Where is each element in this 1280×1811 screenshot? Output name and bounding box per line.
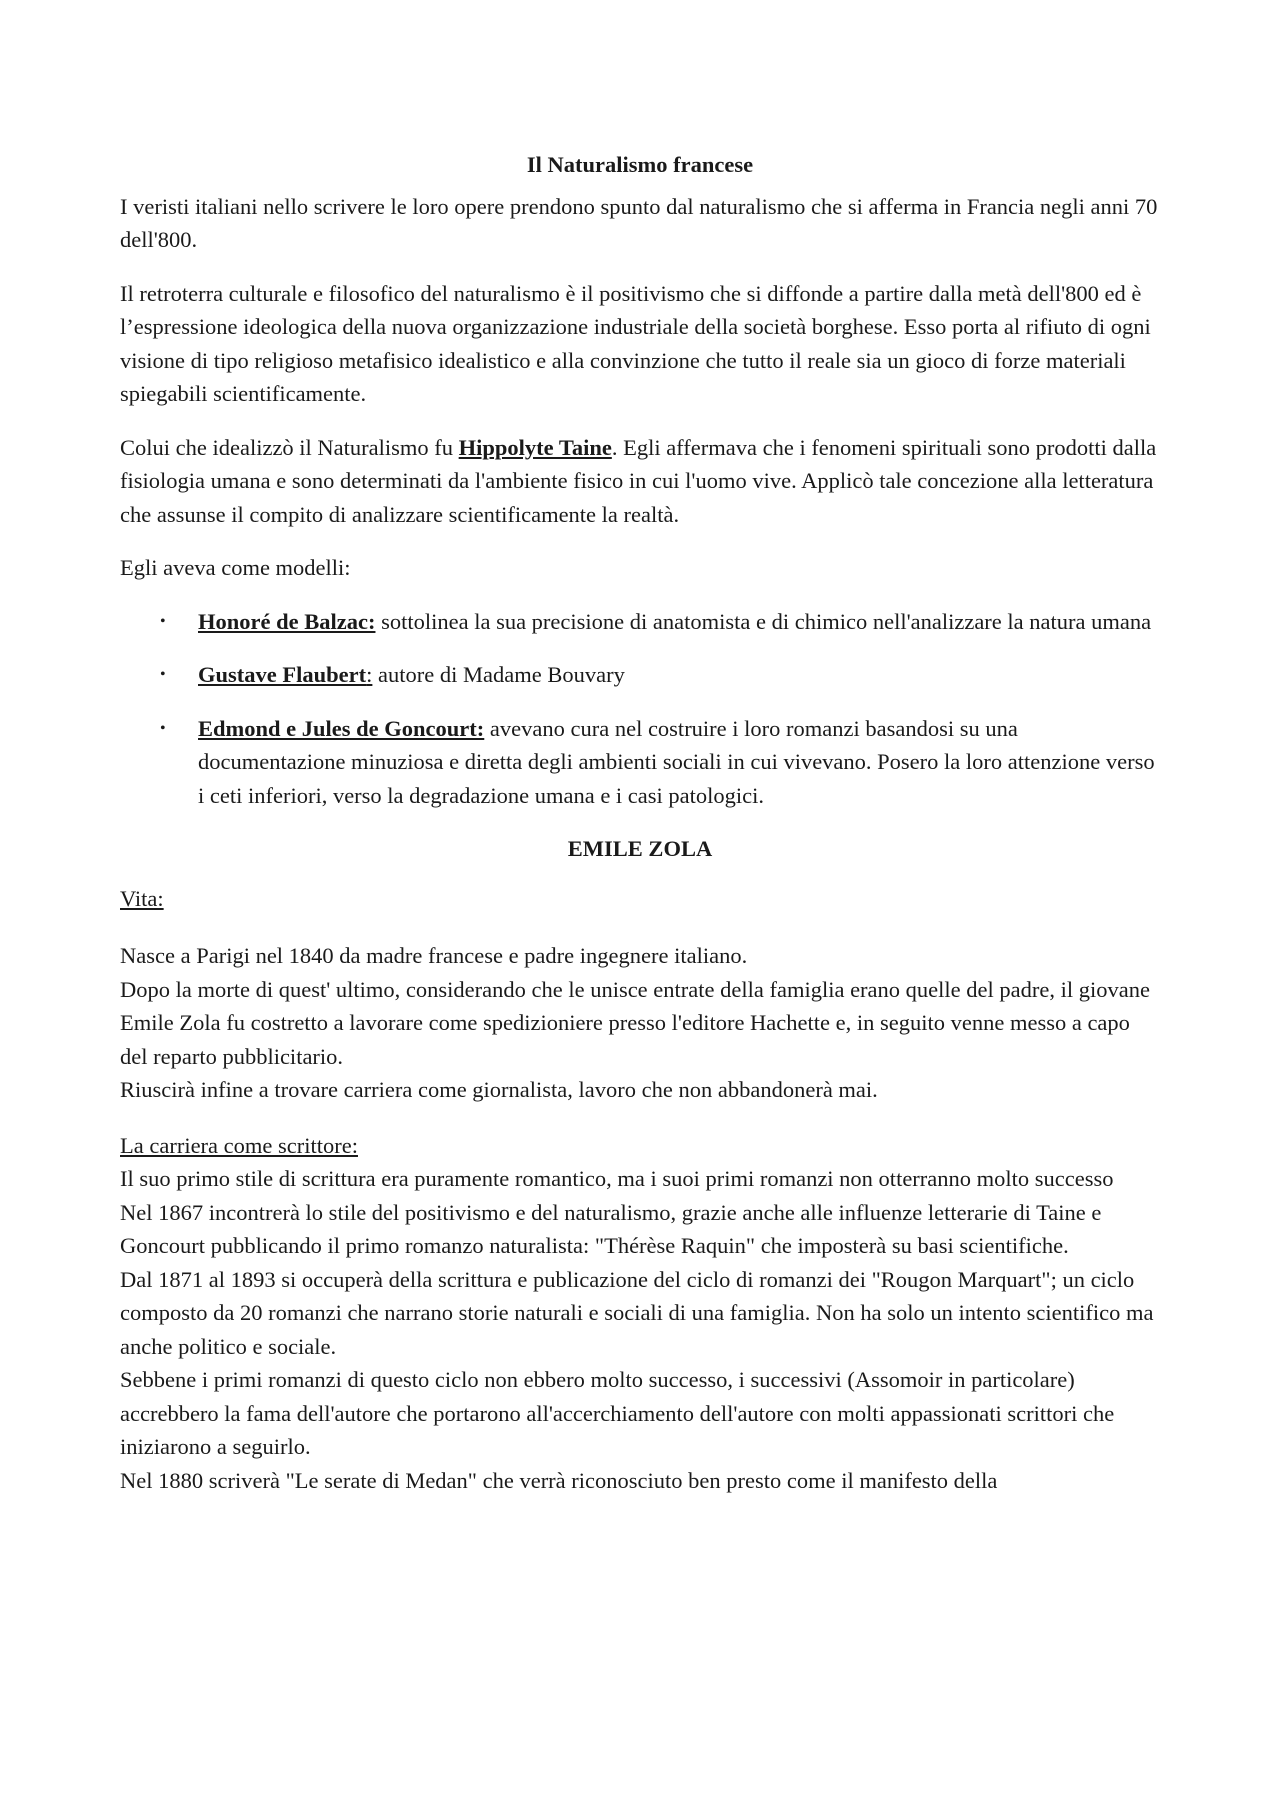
vita-heading: Vita: <box>120 885 164 911</box>
model-name: Honoré de Balzac: <box>198 608 376 634</box>
zola-heading: EMILE ZOLA <box>567 836 713 861</box>
carriera-line: Nel 1880 scriverà "Le serate di Medan" che verrà riconosciuto ben presto come il manifesto della <box>120 1467 998 1493</box>
model-name: Edmond e Jules de Goncourt: <box>198 715 485 741</box>
list-item-balzac <box>120 605 1160 639</box>
vita-line: Dopo la morte di quest' ultimo, considerando che le unisce entrate della famiglia erano quelle del padre, il giovane Emile Zola fu costretto a lavorare come spedizioniere presso l'editore Hachette e, in seguito venne messo a capo del reparto pubblicitario. <box>120 976 1150 1069</box>
carriera-section <box>120 1162 1160 1497</box>
document-body <box>120 148 1160 1497</box>
page-title: Il Naturalismo francese <box>526 152 754 177</box>
models-list <box>120 605 1160 813</box>
carriera-line: Dal 1871 al 1893 si occuperà della scrittura e publicazione del ciclo di romanzi dei "Rougon Marquart"; un ciclo composto da 20 romanzi che narrano storie naturali e sociali di una famiglia. Non ha solo un intento scientifico ma anche politico e sociale. <box>120 1266 1154 1359</box>
models-intro: Egli aveva come modelli: <box>120 555 351 580</box>
vita-section <box>120 939 1160 1107</box>
bullet-icon: • <box>160 719 166 737</box>
vita-line: Riuscirà infine a trovare carriera come giornalista, lavoro che non abbandonerà mai. <box>120 1077 878 1102</box>
model-description: avevano cura nel costruire i loro romanzi basandosi su una documentazione minuziosa e diretta degli ambienti sociali in cui vivevano. Posero la loro attenzione verso i ceti inferiori, verso la degradazione umana e i casi patologici. <box>198 715 1155 808</box>
bullet-icon: • <box>160 666 166 683</box>
taine-text-after: . Egli affermava che i fenomeni spirituali sono prodotti dalla fisiologia umana e sono determinati da l'ambiente fisico in cui l'uomo vive. Applicò tale concezione alla letteratura che assunse il compito di analizzare scientificamente la realtà. <box>120 434 1157 527</box>
taine-name: Hippolyte Taine <box>458 434 612 460</box>
list-item-flaubert <box>120 658 1160 692</box>
model-name-suffix: : <box>366 662 373 687</box>
background-paragraph: Il retroterra culturale e filosofico del naturalismo è il positivismo che si diffonde a partire dalla metà dell'800 ed è l’espressione ideologica della nuova organizzazione industriale della società borghese. Esso porta al rifiuto di ogni visione di tipo religioso metafisico idealistico e alla convinzione che tutto il reale sia un gioco di forze materiali spiegabili scientificamente. <box>120 280 1151 406</box>
list-item-goncourt <box>120 712 1160 813</box>
vita-line: Nasce a Parigi nel 1840 da madre francese e padre ingegnere italiano. <box>120 943 748 968</box>
carriera-line: Il suo primo stile di scrittura era puramente romantico, ma i suoi primi romanzi non otterranno molto successo <box>120 1166 1114 1191</box>
carriera-heading: La carriera come scrittore: <box>120 1132 358 1158</box>
taine-text-before: Colui che idealizzò il Naturalismo fu <box>120 434 459 460</box>
carriera-line: Sebbene i primi romanzi di questo ciclo non ebbero molto successo, i successivi (Assomoir in particolare) accrebbero la fama dell'autore che portarono all'accerchiamento dell'autore con molti appassionati scrittori che iniziarono a seguirlo. <box>120 1367 1115 1459</box>
taine-paragraph <box>120 431 1160 532</box>
model-description: sottolinea la sua precisione di anatomista e di chimico nell'analizzare la natura umana <box>375 608 1152 634</box>
bullet-icon: • <box>160 612 166 630</box>
carriera-line: Nel 1867 incontrerà lo stile del positivismo e del naturalismo, grazie anche alle influenze letterarie di Taine e Goncourt pubblicando il primo romanzo naturalista: "Thérèse Raquin" che imposterà su basi scientifiche. <box>120 1199 1102 1258</box>
intro-paragraph: I veristi italiani nello scrivere le loro opere prendono spunto dal naturalismo che si afferma in Francia negli anni 70 dell'800. <box>120 193 1158 252</box>
model-name: Gustave Flaubert <box>198 662 367 687</box>
model-description: autore di Madame Bouvary <box>372 662 625 687</box>
